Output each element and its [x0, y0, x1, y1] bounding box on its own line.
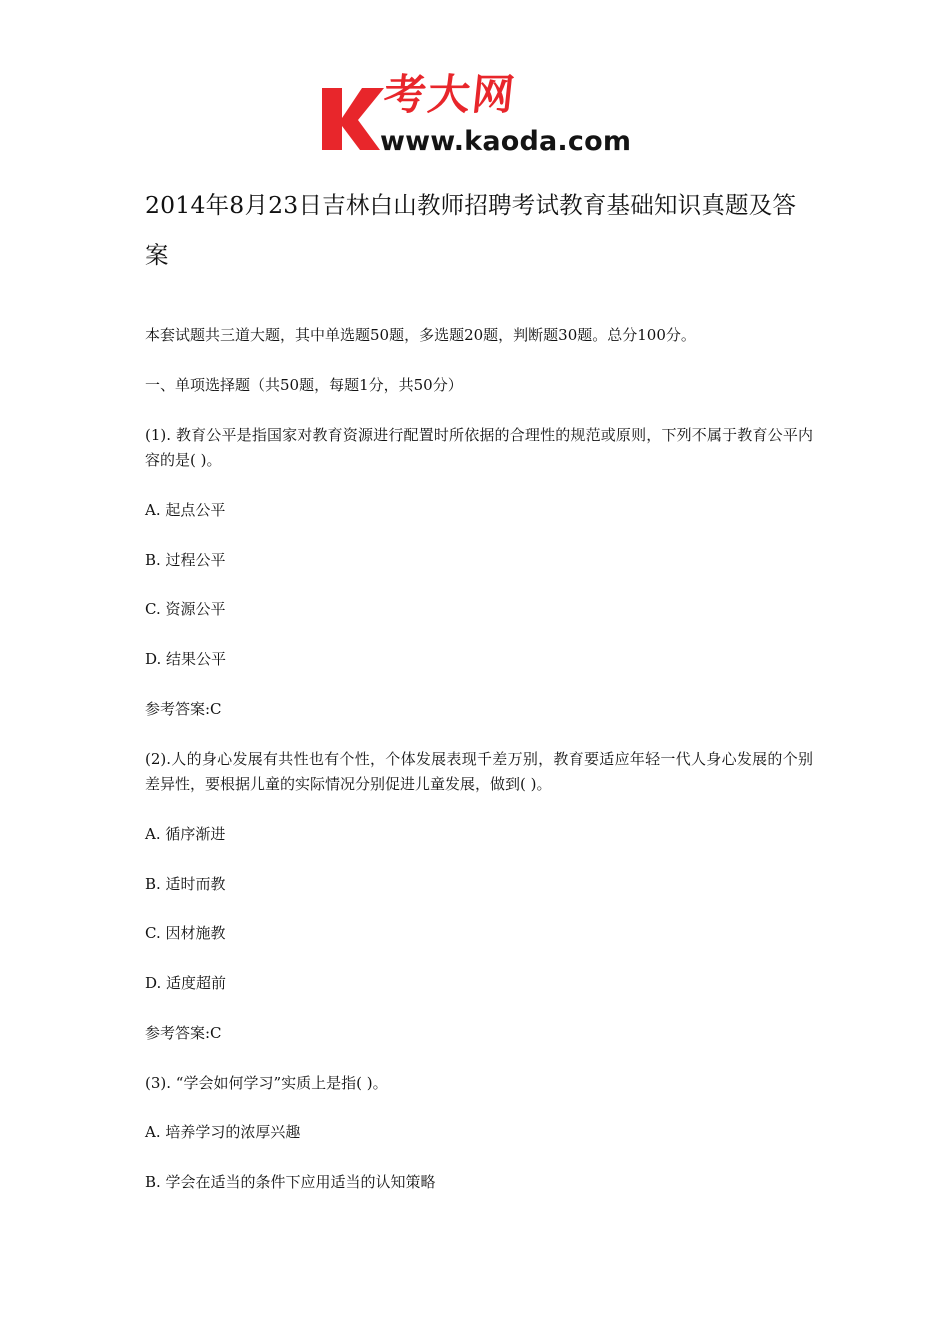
- question-option: B. 适时而教: [145, 875, 226, 893]
- logo-brand-chinese: 考大网: [381, 70, 519, 119]
- question-option: C. 资源公平: [145, 600, 226, 618]
- intro-text: 本套试题共三道大题，其中单选题50题，多选题20题，判断题30题。总分100分。: [145, 326, 696, 344]
- kaoda-logo[interactable]: [318, 70, 640, 160]
- question-option: D. 适度超前: [145, 974, 227, 992]
- question-stem: (3). “学会如何学习”实质上是指( )。: [145, 1074, 388, 1092]
- question-option: C. 因材施教: [145, 924, 226, 942]
- question-option: B. 学会在适当的条件下应用适当的认知策略: [145, 1173, 436, 1191]
- question-stem: (1). 教育公平是指国家对教育资源进行配置时所依据的合理性的规范或原则，下列不属于教育公平内容的是( )。: [145, 426, 813, 469]
- document-title: 2014年8月23日吉林白山教师招聘考试教育基础知识真题及答案: [145, 191, 797, 269]
- answer-text: 参考答案:C: [145, 700, 222, 718]
- answer-text: 参考答案:C: [145, 1024, 222, 1042]
- kaoda-k-logo-icon: [318, 82, 388, 154]
- logo-brand-url: www.kaoda.com: [380, 126, 632, 157]
- section-heading: 一、单项选择题（共50题，每题1分，共50分）: [145, 376, 463, 394]
- question-option: A. 起点公平: [145, 501, 226, 519]
- question-option: A. 培养学习的浓厚兴趣: [145, 1123, 301, 1141]
- question-option: D. 结果公平: [145, 650, 227, 668]
- question-option: B. 过程公平: [145, 551, 226, 569]
- question-option: A. 循序渐进: [145, 825, 226, 843]
- question-stem: (2).人的身心发展有共性也有个性，个体发展表现千差万别，教育要适应年轻一代人身心发展的个别差异性，要根据儿童的实际情况分别促进儿童发展，做到( )。: [145, 750, 813, 793]
